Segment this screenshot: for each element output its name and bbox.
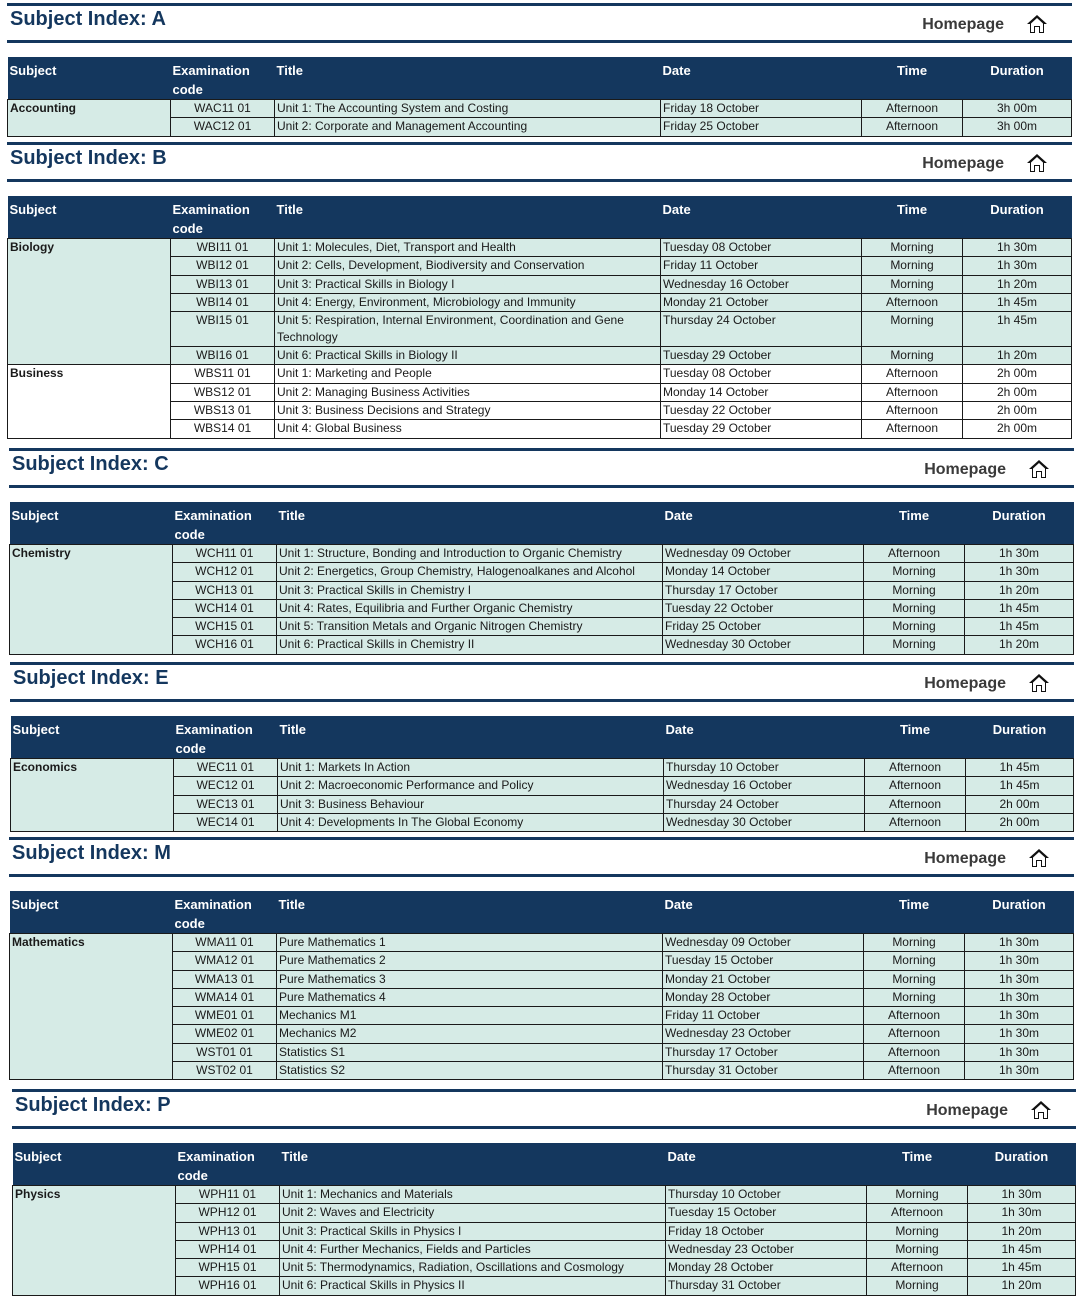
- subject-name: Economics: [11, 759, 174, 832]
- col-date: Date: [663, 502, 864, 545]
- exam-code: WMA12 01: [173, 952, 277, 970]
- home-icon[interactable]: [1026, 153, 1048, 173]
- exam-code: WPH14 01: [176, 1240, 280, 1258]
- col-title: Title: [275, 196, 661, 239]
- section-header: [9, 837, 1074, 877]
- col-duration: Duration: [968, 1143, 1076, 1186]
- exam-time: Morning: [864, 599, 965, 617]
- exam-date: Thursday 17 October: [663, 1043, 864, 1061]
- exam-title: Unit 2: Managing Business Activities: [275, 383, 661, 401]
- exam-time: Morning: [867, 1277, 968, 1295]
- exam-duration: 1h 30m: [965, 1025, 1074, 1043]
- exam-code: WPH16 01: [176, 1277, 280, 1295]
- exam-time: Afternoon: [862, 402, 963, 420]
- exam-code: WPH12 01: [176, 1204, 280, 1222]
- exam-code: WBS12 01: [171, 383, 275, 401]
- section-divider: [7, 179, 1072, 182]
- exam-date: Thursday 10 October: [664, 759, 865, 777]
- exam-date: Tuesday 29 October: [661, 420, 862, 438]
- exam-title: Unit 6: Practical Skills in Chemistry II: [277, 636, 663, 654]
- subject-name: Biology: [8, 239, 171, 365]
- exam-date: Tuesday 22 October: [663, 599, 864, 617]
- col-date: Date: [661, 196, 862, 239]
- exam-date: Monday 28 October: [663, 988, 864, 1006]
- exam-date: Wednesday 30 October: [663, 636, 864, 654]
- exam-time: Afternoon: [864, 1043, 965, 1061]
- exam-time: Morning: [867, 1240, 968, 1258]
- exam-title: Unit 4: Global Business: [275, 420, 661, 438]
- exam-duration: 1h 30m: [965, 563, 1074, 581]
- exam-duration: 1h 45m: [968, 1259, 1076, 1277]
- col-date: Date: [666, 1143, 867, 1186]
- exam-duration: 1h 45m: [963, 312, 1072, 347]
- col-title: Title: [280, 1143, 666, 1186]
- exam-date: Wednesday 23 October: [663, 1025, 864, 1043]
- section-header: [12, 1089, 1076, 1129]
- exam-duration: 1h 30m: [965, 1043, 1074, 1061]
- exam-time: Morning: [864, 563, 965, 581]
- exam-code: WAC11 01: [171, 100, 275, 118]
- exam-title: Unit 3: Practical Skills in Chemistry I: [277, 581, 663, 599]
- exam-title: Pure Mathematics 3: [277, 970, 663, 988]
- table-row: [8, 239, 1072, 257]
- subject-index-section-5: [12, 1089, 1076, 1296]
- exam-duration: 1h 45m: [966, 759, 1074, 777]
- exam-time: Afternoon: [862, 100, 963, 118]
- exam-duration: 1h 30m: [968, 1186, 1076, 1204]
- subject-index-section-3: [10, 662, 1074, 832]
- exam-duration: 1h 30m: [965, 1062, 1074, 1080]
- subject-index-section-0: [7, 3, 1072, 137]
- col-duration: Duration: [963, 57, 1072, 100]
- exam-time: Morning: [864, 581, 965, 599]
- exam-code: WMA13 01: [173, 970, 277, 988]
- section-title: Subject Index: C: [12, 453, 169, 475]
- exam-time: Afternoon: [864, 1025, 965, 1043]
- exam-code: WBS11 01: [171, 365, 275, 383]
- exam-title: Pure Mathematics 2: [277, 952, 663, 970]
- col-duration: Duration: [963, 196, 1072, 239]
- exam-code: WEC12 01: [174, 777, 278, 795]
- exam-title: Unit 6: Practical Skills in Biology II: [275, 347, 661, 365]
- exam-date: Wednesday 16 October: [664, 777, 865, 795]
- table-row: [8, 365, 1072, 383]
- table-row: [13, 1186, 1076, 1204]
- section-title: Subject Index: A: [10, 8, 166, 30]
- exam-time: Morning: [867, 1222, 968, 1240]
- exam-title: Unit 5: Transition Metals and Organic Nitrogen Chemistry: [277, 618, 663, 636]
- exam-date: Tuesday 08 October: [661, 239, 862, 257]
- exam-title: Unit 2: Energetics, Group Chemistry, Halogenoalkanes and Alcohol: [277, 563, 663, 581]
- col-title: Title: [275, 57, 661, 100]
- exam-title: Statistics S1: [277, 1043, 663, 1061]
- exam-duration: 2h 00m: [966, 813, 1074, 831]
- col-exam-code: Examination code: [171, 57, 275, 100]
- exam-time: Morning: [864, 934, 965, 952]
- col-time: Time: [867, 1143, 968, 1186]
- exam-table: [9, 502, 1074, 655]
- exam-duration: 1h 45m: [966, 777, 1074, 795]
- exam-title: Unit 2: Cells, Development, Biodiversity and Conservation: [275, 257, 661, 275]
- exam-duration: 1h 20m: [968, 1222, 1076, 1240]
- exam-date: Monday 21 October: [661, 293, 862, 311]
- section-header: [10, 662, 1074, 702]
- exam-time: Morning: [862, 347, 963, 365]
- col-date: Date: [663, 891, 864, 934]
- section-header: [7, 142, 1072, 182]
- exam-date: Thursday 24 October: [661, 312, 862, 347]
- section-divider: [10, 699, 1074, 702]
- exam-date: Friday 18 October: [661, 100, 862, 118]
- homepage-link[interactable]: Homepage: [926, 1102, 1008, 1119]
- exam-title: Unit 1: Structure, Bonding and Introduction to Organic Chemistry: [277, 545, 663, 563]
- exam-time: Afternoon: [862, 293, 963, 311]
- exam-duration: 1h 45m: [963, 293, 1072, 311]
- section-title: Subject Index: M: [12, 842, 171, 864]
- col-time: Time: [862, 196, 963, 239]
- table-row: [8, 100, 1072, 118]
- exam-title: Unit 2: Corporate and Management Accounting: [275, 118, 661, 136]
- col-date: Date: [661, 57, 862, 100]
- exam-date: Friday 11 October: [661, 257, 862, 275]
- table-header-row: [10, 891, 1074, 934]
- exam-code: WCH16 01: [173, 636, 277, 654]
- exam-date: Monday 14 October: [663, 563, 864, 581]
- exam-duration: 1h 45m: [965, 618, 1074, 636]
- exam-title: Unit 5: Respiration, Internal Environment, Coordination and Gene Technology: [275, 312, 661, 347]
- table-row: [10, 545, 1074, 563]
- exam-code: WEC11 01: [174, 759, 278, 777]
- exam-date: Tuesday 15 October: [663, 952, 864, 970]
- exam-code: WEC13 01: [174, 795, 278, 813]
- exam-time: Afternoon: [865, 795, 966, 813]
- exam-duration: 1h 45m: [968, 1240, 1076, 1258]
- exam-date: Monday 28 October: [666, 1259, 867, 1277]
- home-icon[interactable]: [1026, 14, 1048, 34]
- exam-date: Thursday 31 October: [666, 1277, 867, 1295]
- exam-date: Tuesday 08 October: [661, 365, 862, 383]
- exam-duration: 1h 30m: [963, 239, 1072, 257]
- col-exam-code: Examination code: [173, 502, 277, 545]
- home-icon[interactable]: [1028, 459, 1050, 479]
- exam-title: Pure Mathematics 1: [277, 934, 663, 952]
- exam-code: WBI13 01: [171, 275, 275, 293]
- exam-date: Friday 25 October: [661, 118, 862, 136]
- exam-code: WCH12 01: [173, 563, 277, 581]
- exam-title: Unit 4: Further Mechanics, Fields and Particles: [280, 1240, 666, 1258]
- exam-date: Monday 21 October: [663, 970, 864, 988]
- home-icon[interactable]: [1028, 673, 1050, 693]
- section-title: Subject Index: P: [15, 1094, 171, 1116]
- exam-time: Afternoon: [865, 813, 966, 831]
- exam-title: Pure Mathematics 4: [277, 988, 663, 1006]
- exam-date: Friday 18 October: [666, 1222, 867, 1240]
- table-row: [11, 759, 1074, 777]
- exam-code: WME01 01: [173, 1007, 277, 1025]
- exam-time: Morning: [862, 239, 963, 257]
- exam-time: Morning: [862, 257, 963, 275]
- exam-code: WMA14 01: [173, 988, 277, 1006]
- exam-title: Unit 2: Macroeconomic Performance and Policy: [278, 777, 664, 795]
- table-row: [10, 934, 1074, 952]
- exam-title: Unit 4: Developments In The Global Economy: [278, 813, 664, 831]
- exam-duration: 3h 00m: [963, 100, 1072, 118]
- exam-time: Afternoon: [867, 1204, 968, 1222]
- exam-title: Unit 1: Markets In Action: [278, 759, 664, 777]
- exam-code: WCH13 01: [173, 581, 277, 599]
- subject-name: Chemistry: [10, 545, 173, 655]
- exam-title: Unit 3: Business Behaviour: [278, 795, 664, 813]
- col-duration: Duration: [965, 502, 1074, 545]
- exam-date: Wednesday 09 October: [663, 934, 864, 952]
- exam-title: Unit 2: Waves and Electricity: [280, 1204, 666, 1222]
- col-time: Time: [865, 716, 966, 759]
- home-icon[interactable]: [1030, 1100, 1052, 1120]
- col-time: Time: [862, 57, 963, 100]
- exam-code: WCH11 01: [173, 545, 277, 563]
- exam-date: Thursday 10 October: [666, 1186, 867, 1204]
- exam-title: Unit 3: Practical Skills in Biology I: [275, 275, 661, 293]
- subject-name: Mathematics: [10, 934, 173, 1080]
- exam-date: Tuesday 22 October: [661, 402, 862, 420]
- exam-duration: 1h 30m: [965, 988, 1074, 1006]
- col-exam-code: Examination code: [173, 891, 277, 934]
- exam-title: Unit 1: The Accounting System and Costing: [275, 100, 661, 118]
- exam-time: Morning: [862, 275, 963, 293]
- col-subject: Subject: [8, 57, 171, 100]
- col-title: Title: [278, 716, 664, 759]
- col-duration: Duration: [966, 716, 1074, 759]
- exam-duration: 1h 20m: [963, 347, 1072, 365]
- section-header: [9, 448, 1074, 488]
- exam-date: Wednesday 09 October: [663, 545, 864, 563]
- exam-date: Wednesday 16 October: [661, 275, 862, 293]
- exam-duration: 2h 00m: [963, 402, 1072, 420]
- exam-title: Unit 1: Mechanics and Materials: [280, 1186, 666, 1204]
- exam-title: Unit 4: Energy, Environment, Microbiology and Immunity: [275, 293, 661, 311]
- homepage-link[interactable]: Homepage: [922, 155, 1004, 172]
- exam-time: Afternoon: [864, 1062, 965, 1080]
- exam-date: Thursday 31 October: [663, 1062, 864, 1080]
- exam-code: WME02 01: [173, 1025, 277, 1043]
- col-exam-code: Examination code: [176, 1143, 280, 1186]
- col-exam-code: Examination code: [171, 196, 275, 239]
- subject-name: Business: [8, 365, 171, 438]
- exam-code: WST02 01: [173, 1062, 277, 1080]
- exam-time: Morning: [864, 952, 965, 970]
- exam-duration: 3h 00m: [963, 118, 1072, 136]
- subject-name: Accounting: [8, 100, 171, 137]
- exam-title: Unit 5: Thermodynamics, Radiation, Oscillations and Cosmology: [280, 1259, 666, 1277]
- col-time: Time: [864, 502, 965, 545]
- exam-time: Afternoon: [864, 545, 965, 563]
- exam-code: WST01 01: [173, 1043, 277, 1061]
- exam-table: [9, 891, 1074, 1080]
- exam-code: WBI12 01: [171, 257, 275, 275]
- exam-title: Unit 1: Molecules, Diet, Transport and Health: [275, 239, 661, 257]
- exam-date: Tuesday 29 October: [661, 347, 862, 365]
- exam-time: Afternoon: [862, 420, 963, 438]
- table-header-row: [10, 502, 1074, 545]
- exam-code: WCH14 01: [173, 599, 277, 617]
- exam-time: Morning: [864, 970, 965, 988]
- exam-table: [7, 57, 1072, 137]
- exam-duration: 1h 45m: [965, 599, 1074, 617]
- exam-code: WPH15 01: [176, 1259, 280, 1277]
- col-subject: Subject: [8, 196, 171, 239]
- exam-code: WPH13 01: [176, 1222, 280, 1240]
- col-duration: Duration: [965, 891, 1074, 934]
- exam-duration: 1h 30m: [963, 257, 1072, 275]
- exam-duration: 2h 00m: [963, 420, 1072, 438]
- section-divider: [12, 1126, 1076, 1129]
- col-subject: Subject: [10, 502, 173, 545]
- col-title: Title: [277, 891, 663, 934]
- exam-duration: 2h 00m: [963, 365, 1072, 383]
- exam-duration: 1h 20m: [968, 1277, 1076, 1295]
- exam-duration: 1h 30m: [968, 1204, 1076, 1222]
- table-header-row: [13, 1143, 1076, 1186]
- col-subject: Subject: [10, 891, 173, 934]
- subject-index-section-4: [9, 837, 1074, 1080]
- col-time: Time: [864, 891, 965, 934]
- exam-code: WEC14 01: [174, 813, 278, 831]
- col-exam-code: Examination code: [174, 716, 278, 759]
- exam-date: Monday 14 October: [661, 383, 862, 401]
- exam-time: Morning: [864, 618, 965, 636]
- exam-code: WBI15 01: [171, 312, 275, 347]
- exam-time: Morning: [867, 1186, 968, 1204]
- exam-time: Morning: [864, 636, 965, 654]
- exam-time: Afternoon: [862, 383, 963, 401]
- subject-name: Physics: [13, 1186, 176, 1296]
- exam-date: Friday 25 October: [663, 618, 864, 636]
- exam-date: Thursday 17 October: [663, 581, 864, 599]
- exam-code: WBI14 01: [171, 293, 275, 311]
- exam-code: WCH15 01: [173, 618, 277, 636]
- exam-time: Afternoon: [862, 118, 963, 136]
- exam-time: Afternoon: [865, 777, 966, 795]
- exam-code: WAC12 01: [171, 118, 275, 136]
- col-date: Date: [664, 716, 865, 759]
- table-header-row: [8, 57, 1072, 100]
- exam-title: Unit 3: Business Decisions and Strategy: [275, 402, 661, 420]
- exam-title: Mechanics M1: [277, 1007, 663, 1025]
- exam-table: [7, 196, 1072, 439]
- exam-title: Mechanics M2: [277, 1025, 663, 1043]
- exam-time: Afternoon: [865, 759, 966, 777]
- exam-title: Statistics S2: [277, 1062, 663, 1080]
- exam-table: [10, 716, 1074, 832]
- exam-duration: 1h 20m: [965, 581, 1074, 599]
- exam-duration: 1h 30m: [965, 970, 1074, 988]
- col-subject: Subject: [13, 1143, 176, 1186]
- exam-duration: 1h 30m: [965, 952, 1074, 970]
- section-divider: [7, 40, 1072, 43]
- exam-table: [12, 1143, 1076, 1296]
- exam-code: WBI16 01: [171, 347, 275, 365]
- section-header: [7, 3, 1072, 43]
- table-header-row: [8, 196, 1072, 239]
- exam-duration: 1h 20m: [963, 275, 1072, 293]
- subject-index-section-1: [7, 142, 1072, 439]
- exam-date: Tuesday 15 October: [666, 1204, 867, 1222]
- exam-title: Unit 1: Marketing and People: [275, 365, 661, 383]
- exam-time: Afternoon: [864, 1007, 965, 1025]
- exam-duration: 1h 30m: [965, 934, 1074, 952]
- exam-title: Unit 4: Rates, Equilibria and Further Organic Chemistry: [277, 599, 663, 617]
- exam-time: Afternoon: [862, 365, 963, 383]
- homepage-link[interactable]: Homepage: [924, 675, 1006, 692]
- exam-date: Wednesday 23 October: [666, 1240, 867, 1258]
- exam-title: Unit 6: Practical Skills in Physics II: [280, 1277, 666, 1295]
- exam-code: WBI11 01: [171, 239, 275, 257]
- table-header-row: [11, 716, 1074, 759]
- exam-time: Morning: [862, 312, 963, 347]
- exam-time: Morning: [864, 988, 965, 1006]
- exam-time: Afternoon: [867, 1259, 968, 1277]
- exam-duration: 1h 30m: [965, 545, 1074, 563]
- exam-code: WPH11 01: [176, 1186, 280, 1204]
- exam-duration: 1h 20m: [965, 636, 1074, 654]
- exam-duration: 2h 00m: [966, 795, 1074, 813]
- exam-title: Unit 3: Practical Skills in Physics I: [280, 1222, 666, 1240]
- subject-index-section-2: [9, 448, 1074, 655]
- section-divider: [9, 874, 1074, 877]
- exam-duration: 1h 30m: [965, 1007, 1074, 1025]
- exam-code: WMA11 01: [173, 934, 277, 952]
- exam-date: Thursday 24 October: [664, 795, 865, 813]
- section-divider: [9, 485, 1074, 488]
- col-subject: Subject: [11, 716, 174, 759]
- home-icon[interactable]: [1028, 848, 1050, 868]
- homepage-link[interactable]: Homepage: [924, 850, 1006, 867]
- homepage-link[interactable]: Homepage: [922, 16, 1004, 33]
- exam-date: Wednesday 30 October: [664, 813, 865, 831]
- exam-code: WBS14 01: [171, 420, 275, 438]
- section-title: Subject Index: B: [10, 147, 167, 169]
- homepage-link[interactable]: Homepage: [924, 461, 1006, 478]
- col-title: Title: [277, 502, 663, 545]
- exam-date: Friday 11 October: [663, 1007, 864, 1025]
- exam-code: WBS13 01: [171, 402, 275, 420]
- exam-duration: 2h 00m: [963, 383, 1072, 401]
- section-title: Subject Index: E: [13, 667, 169, 689]
